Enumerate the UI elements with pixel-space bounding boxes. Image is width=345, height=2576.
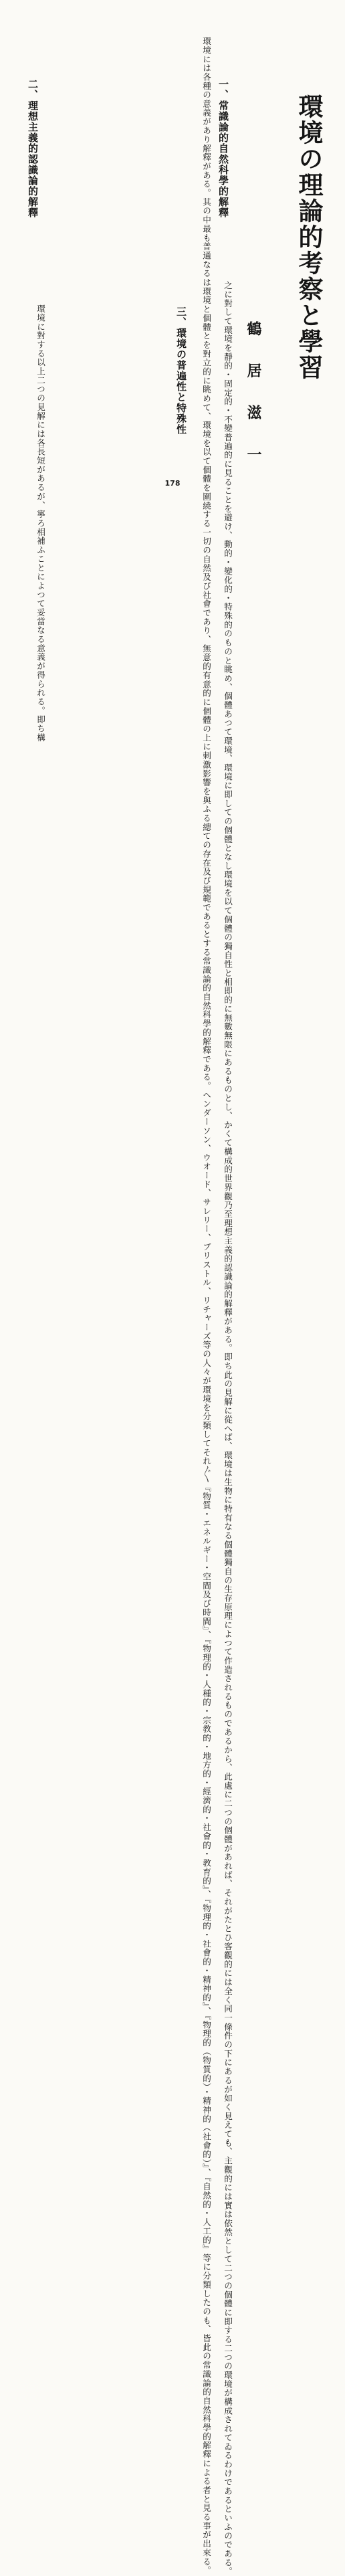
section-2-heading: 二、理想主義的認識論的解釋 xyxy=(27,79,39,218)
article-title: 環境の理論的考察と學習 xyxy=(294,94,324,381)
section-1-heading: 一、常識論的自然科學的解釋 xyxy=(217,79,229,218)
section-1-body: 環境には各種の意義があり解釋がある。其の中最も普通なるは環境と個體とを對立的に眺めて、環境を以て個體を圍繞する一切の自然及び社會であり、無意的有意的に個體の上に刺激影響を與ふる總ての存在及び規範であるとする常識論的自然科學的解釋である。ヘンダーソン、ウオード、サレリー、ブリストル、リチャーズ等の人々が環境を分類してそれ〴〵『物質・エネルギー・空間及び時間』、『物理的・人種的・宗教的・地方的・經濟的・社會的・教育的』、『物理的・社會的・精神的』、『物理的（物質的）・精神的（社會的）』、『自然的・人工的』等に分類したのも、皆此の常識論的自然科學的解釋による者と見る事が出來る。 xyxy=(201,37,211,2575)
section-3-heading: 三、環境の普遍性と特殊性 xyxy=(175,306,187,435)
section-2-body: 之に對して環境を靜的・固定的・不變普遍的に見ることを避け、動的・變化的・特殊的のものと眺め、個體あつて環境、環境に即しての個體となし環境を以て個體の獨自性と相即的に無數無限にあるものとし、かくて構成的世界觀乃至理想主義的認識論的解釋がある。即ち此の見解に從へば、環境は生物に特有なる個體獨自の生存原理によつて作造されるものであるから、此處に二つの個體があれば、それがたとひ客觀的には全く同一條件の下にあるが如く見えても、主觀的には實は依然として二つの個體に即する二つの環境が構成されてゐるわけであるといふのである。 xyxy=(223,281,233,2576)
section-3-body: 環境に對する以上二つの見解には各長短があるが、寧ろ相補ふことによつて妥當なる意義が得られる。即ち構 xyxy=(35,304,45,742)
page-number: 178 xyxy=(164,479,181,488)
author-name: 鶴 居 滋 一 xyxy=(245,321,262,462)
